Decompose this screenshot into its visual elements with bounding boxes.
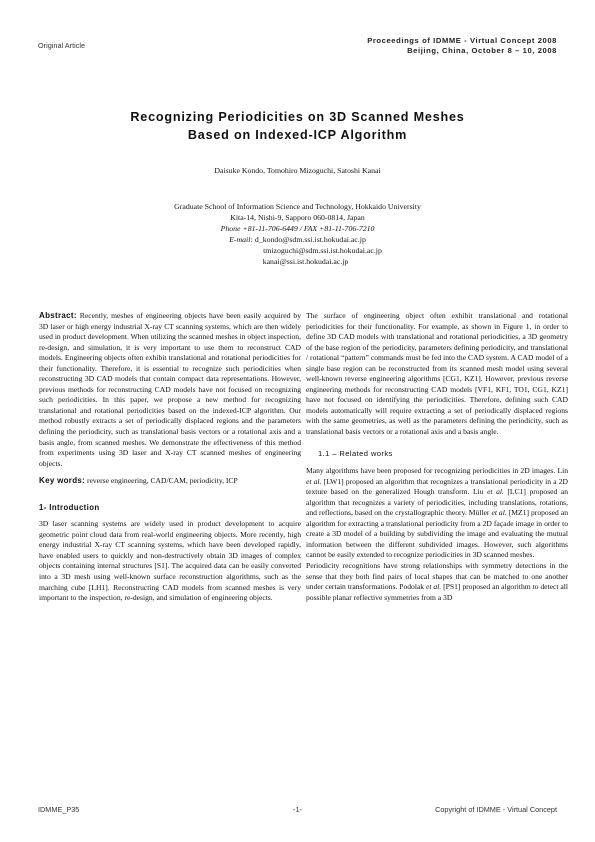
paper-id: IDMME_P35 bbox=[38, 805, 80, 814]
email-2[interactable]: tmizoguchi@sdm.ssi.ist.hokudai.ac.jp bbox=[263, 246, 382, 255]
subsection-heading-related-works: 1.1 – Related works bbox=[318, 448, 393, 458]
related-text-b: [LW1] proposed an algorithm that recognizes a translational periodicity in a 2D texture based on the generalized Hough transform. Liu bbox=[306, 476, 569, 497]
symmetry-paragraph bbox=[306, 561, 568, 603]
left-column bbox=[39, 311, 301, 604]
symmetry-text-b: [PS1] proposed an algorithm to detect all possible planar reflective symmetries from a 3D bbox=[306, 582, 569, 602]
email-3[interactable]: kanai@ssi.ist.hokudai.ac.jp bbox=[262, 257, 349, 266]
title-line-1: Recognizing Periodicities on 3D Scanned Meshes bbox=[130, 110, 465, 124]
introduction-text: 3D laser scanning systems are widely used in product development to acquire geometric point cloud data from real-world engineering objects. More recently, high energy industrial X-ray CT scanning systems, which have been developed rapidly, have enabled users to quickly and non-destructively obtain 3D images of complex objects containing internal structures [S1]. The acquired data can be easily converted into a 3D mesh using well-known surface reconstruction algorithms, such as the marching cube [LH1]. Reconstructing CAD models from scanned meshes is very important to the inspection, re-design, and simulation of engineering objects. bbox=[39, 519, 301, 603]
author-list: Daisuke Kondo, Tomohiro Mizoguchi, Satoshi Kanai bbox=[214, 166, 381, 175]
related-text-a: Many algorithms have been proposed for recognizing periodicities in 2D images. Lin bbox=[306, 466, 568, 476]
school-name: Graduate School of Information Science and Technology, Hokkaido University bbox=[174, 202, 421, 211]
et-al: et al. bbox=[491, 508, 507, 518]
title-line-2: Based on Indexed-ICP Algorithm bbox=[187, 128, 408, 142]
abstract-label: Abstract: bbox=[39, 311, 77, 320]
right-paragraph-1: The surface of engineering object often exhibit translational and rotational periodicities for their functionality. For example, as shown in Figure 1, in order to define 3D CAD models with translational and rotational periodicities, a 3D geometry of the base region of the periodicity, parameters defining periodicity, and translational / rotational “pattern” commands must be fed into the CAD system. A CAD model of a single base region can be reconstructed from its scanned mesh model using several well-known reverse engineering algorithms [CG1, KZ1]. However, previous reverse engineering methods for reconstructing CAD models [VF1, KF1, TO1, CG1, KZ1] have not focused on identifying the periodicities. Therefore, defining such CAD models automatically will require extracting a set of periodically displaced regions with the same geometries, as well as the parameters defining the periodicity, such as translational basis vectors or a rotational axis and a basis angle. bbox=[306, 311, 568, 437]
copyright: Copyright of IDMME - Virtual Concept bbox=[435, 805, 557, 814]
symmetry-text-a: Periodicity recognitions have strong relationships with symmetry detections in the sense that they both find pairs of local shapes that can be matched to one another under certain transformations. Podolak bbox=[306, 561, 568, 592]
email-1[interactable]: d_kondo@sdm.ssi.ist.hokudai.ac.jp bbox=[254, 235, 366, 244]
keywords bbox=[39, 476, 301, 487]
abstract bbox=[39, 311, 301, 469]
paper-title bbox=[40, 108, 555, 144]
et-al: et al. bbox=[306, 476, 322, 486]
et-al: et al. bbox=[426, 582, 442, 592]
address: Kita-14, Nishi-9, Sapporo 060-0814, Japan bbox=[230, 213, 365, 222]
keywords-text: reverse engineering, CAD/CAM, periodicity, ICP bbox=[87, 476, 238, 486]
related-works-paragraph bbox=[306, 466, 568, 561]
phone-fax: Phone +81-11-706-6449 / FAX +81-11-706-7210 bbox=[220, 224, 375, 233]
right-column bbox=[306, 311, 568, 603]
related-text-d: [MZ1] proposed an algorithm for extracting a translational periodicity from a 2D façade image in order to create a 3D model of a building by subdividing the image and evaluating the mutual information between the different subdivided images. However, such algorithms cannot be easily extended to recognize periodicities in 3D scanned meshes. bbox=[306, 508, 568, 560]
abstract-text: Recently, meshes of engineering objects have been easily acquired by 3D laser or high energy industrial X-ray CT scanning systems, which are then widely used in product development. When utilizing the scanned meshes in object inspection, re-design, and simulation, it is very important to use them to reconstruct CAD models. Engineering objects often exhibit translational and rotational periodicities for their functionality. Therefore, it is essential to recognize such periodicities when reconstructing 3D CAD models that contain compact data representations. However, previous methods for reconstructing CAD models have not focused on recognizing such periodicities. In this paper, we propose a new method for recognizing translational and rotational periodicities based on the indexed-ICP algorithm. Our method robustly extracts a set of periodically displaced regions and the parameters defining the periodicity, such as translational basis vectors or a rotational axis and a basis angle, from scanned meshes. We demonstrate the effectiveness of this method from experiments using 3D laser and X-ray CT scanned meshes of engineering objects. bbox=[39, 311, 301, 468]
article-type: Original Article bbox=[38, 41, 86, 50]
proceedings-line-1: Proceedings of IDMME - Virtual Concept 2008 bbox=[367, 36, 557, 45]
section-heading-introduction: 1- Introduction bbox=[39, 502, 100, 512]
proceedings-header bbox=[367, 36, 557, 56]
related-text-c: [LC1] proposed an algorithm that recognizes a variety of periodicities, including translations, rotations, and reflections, based on the crystallographic theory. Müller bbox=[306, 487, 569, 518]
affiliation-block bbox=[40, 201, 555, 267]
email-label: E-mail: bbox=[229, 235, 253, 244]
keywords-label: Key words: bbox=[39, 476, 86, 486]
page-number: -1- bbox=[293, 805, 302, 814]
proceedings-line-2: Beijing, China, October 8 – 10, 2008 bbox=[407, 46, 557, 55]
email-line-1 bbox=[40, 234, 555, 245]
et-al: et al. bbox=[487, 487, 504, 497]
